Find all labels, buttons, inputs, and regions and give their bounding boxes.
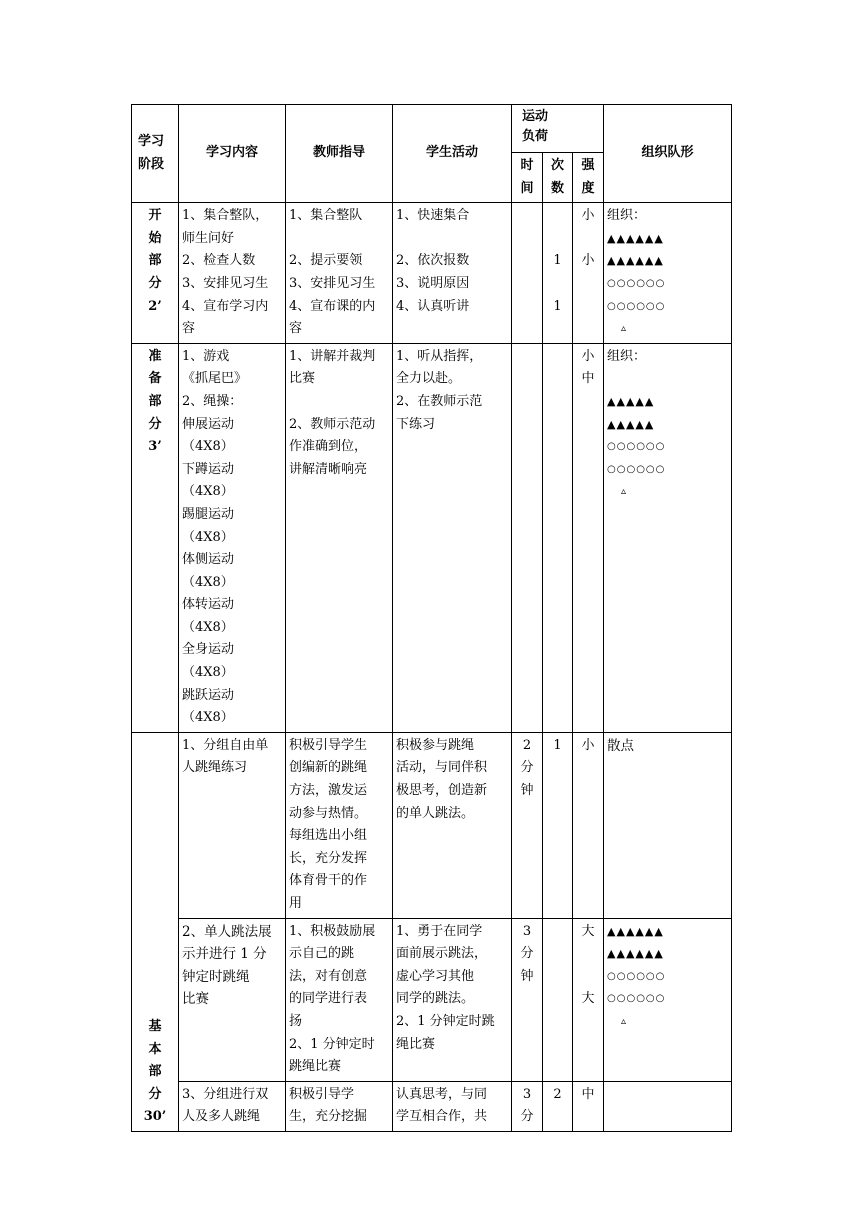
header-teacher: 教师指导	[286, 105, 393, 203]
formation-circles-row: ○○○○○○	[607, 993, 666, 1005]
main2-teacher-cell: 1、积极鼓励展 示自己的跳 法，对有创意 的同学进行表 扬 2、1 分钟定时 跳绳比赛	[286, 918, 393, 1081]
table-row	[132, 343, 732, 732]
start-student-cell: 1、快速集合 2、依次报数 3、说明原因 4、认真听讲	[393, 203, 512, 344]
main1-intensity-cell: 小	[573, 732, 604, 918]
main1-time-cell: 2 分 钟	[512, 732, 543, 918]
table-row	[132, 1081, 732, 1131]
formation-triangles-row: ▲▲▲▲▲	[607, 417, 655, 431]
prep-count-cell	[543, 343, 573, 732]
main1-content-cell: 1、分组自由单 人跳绳练习	[179, 732, 286, 918]
prep-intensity-cell: 小 中	[573, 343, 604, 732]
main1-count-cell: 1	[543, 732, 573, 918]
prep-formation-cell: 组织： ▲▲▲▲▲ ▲▲▲▲▲ ○○○○○○ ○○○○○○ ▵	[604, 343, 732, 732]
lesson-plan-table	[131, 104, 732, 1132]
stage-prep-cell: 准 备 部 分 3’	[132, 343, 179, 732]
start-intensity-cell: 小 小	[573, 203, 604, 344]
main3-content-cell: 3、分组进行双 人及多人跳绳	[179, 1081, 286, 1131]
header-content: 学习内容	[179, 105, 286, 203]
formation-triangles-row: ▲▲▲▲▲▲	[607, 254, 664, 268]
main3-time-cell: 3 分	[512, 1081, 543, 1131]
start-content-cell: 1、集合整队， 师生问好 2、检查人数 3、安排见习生 4、宣布学习内 容	[179, 203, 286, 344]
formation-triangles-row: ▲▲▲▲▲▲	[607, 231, 664, 245]
main2-content-cell: 2、单人跳法展 示并进行 1 分 钟定时跳绳 比赛	[179, 918, 286, 1081]
main2-time-cell: 3 分 钟	[512, 918, 543, 1081]
formation-circles-row: ○○○○○○	[607, 300, 666, 312]
main2-student-cell: 1、勇于在同学 面前展示跳法， 虚心学习其他 同学的跳法。 2、1 分钟定时跳 绳比赛	[393, 918, 512, 1081]
header-load: 运动 负荷	[512, 105, 604, 153]
main2-formation-cell	[604, 918, 732, 1081]
formation-triangles-row: ▲▲▲▲▲	[607, 394, 655, 408]
main3-intensity-cell: 中	[573, 1081, 604, 1131]
start-count-cell: 1 1	[543, 203, 573, 344]
main1-formation-cell: 散点	[604, 732, 732, 918]
table-row	[132, 732, 732, 918]
header-formation: 组织队形	[604, 105, 732, 203]
header-student: 学生活动	[393, 105, 512, 203]
main3-count-cell: 2	[543, 1081, 573, 1131]
main2-count-cell	[543, 918, 573, 1081]
main3-teacher-cell: 积极引导学 生，充分挖掘	[286, 1081, 393, 1131]
stage-main-cell: 基 本 部 分 30’	[132, 732, 179, 1131]
header-time: 时 间	[512, 153, 543, 203]
teacher-marker-icon: ▵	[621, 1015, 627, 1027]
formation-circles-row: ○○○○○○	[607, 441, 666, 453]
formation-circles-row: ○○○○○○	[607, 970, 666, 982]
formation-triangles-row: ▲▲▲▲▲▲	[607, 947, 664, 961]
teacher-marker-icon: ▵	[621, 486, 627, 498]
main3-formation-cell	[604, 1081, 732, 1131]
prep-student-cell: 1、听从指挥， 全力以赴。 2、在教师示范 下练习	[393, 343, 512, 732]
table-row	[132, 203, 732, 344]
header-count: 次 数	[543, 153, 573, 203]
stage-start-cell: 开 始 部 分 2’	[132, 203, 179, 344]
teacher-marker-icon: ▵	[621, 323, 627, 335]
main2-intensity-cell: 大 大	[573, 918, 604, 1081]
start-teacher-cell: 1、集合整队 2、提示要领 3、安排见习生 4、宣布课的内 容	[286, 203, 393, 344]
main1-student-cell: 积极参与跳绳 活动，与同伴积 极思考，创造新 的单人跳法。	[393, 732, 512, 918]
start-formation-cell: 组织： ▲▲▲▲▲▲ ▲▲▲▲▲▲ ○○○○○○ ○○○○○○ ▵	[604, 203, 732, 344]
header-intensity: 强 度	[573, 153, 604, 203]
start-time-cell	[512, 203, 543, 344]
prep-content-cell: 1、游戏 《抓尾巴》 2、绳操： 伸展运动 （4X8） 下蹲运动 （4X8） 踢腿运动 （4X8） 体侧运动 （4X8） 体转运动 （4X8） 全身运动 （4X8） 跳跃运动 （4X8）	[179, 343, 286, 732]
prep-teacher-cell: 1、讲解并裁判 比赛 2、教师示范动 作准确到位， 讲解清晰响亮	[286, 343, 393, 732]
main1-teacher-cell: 积极引导学生 创编新的跳绳 方法，激发运 动参与热情。 每组选出小组 长，充分发挥 体育骨干的作 用	[286, 732, 393, 918]
formation-circles-row: ○○○○○○	[607, 463, 666, 475]
formation-triangles-row: ▲▲▲▲▲▲	[607, 924, 664, 938]
formation-circles-row: ○○○○○○	[607, 277, 666, 289]
main3-student-cell: 认真思考，与同 学互相合作，共	[393, 1081, 512, 1131]
prep-time-cell	[512, 343, 543, 732]
table-row	[132, 918, 732, 1081]
header-stage: 学习 阶段	[132, 105, 179, 203]
